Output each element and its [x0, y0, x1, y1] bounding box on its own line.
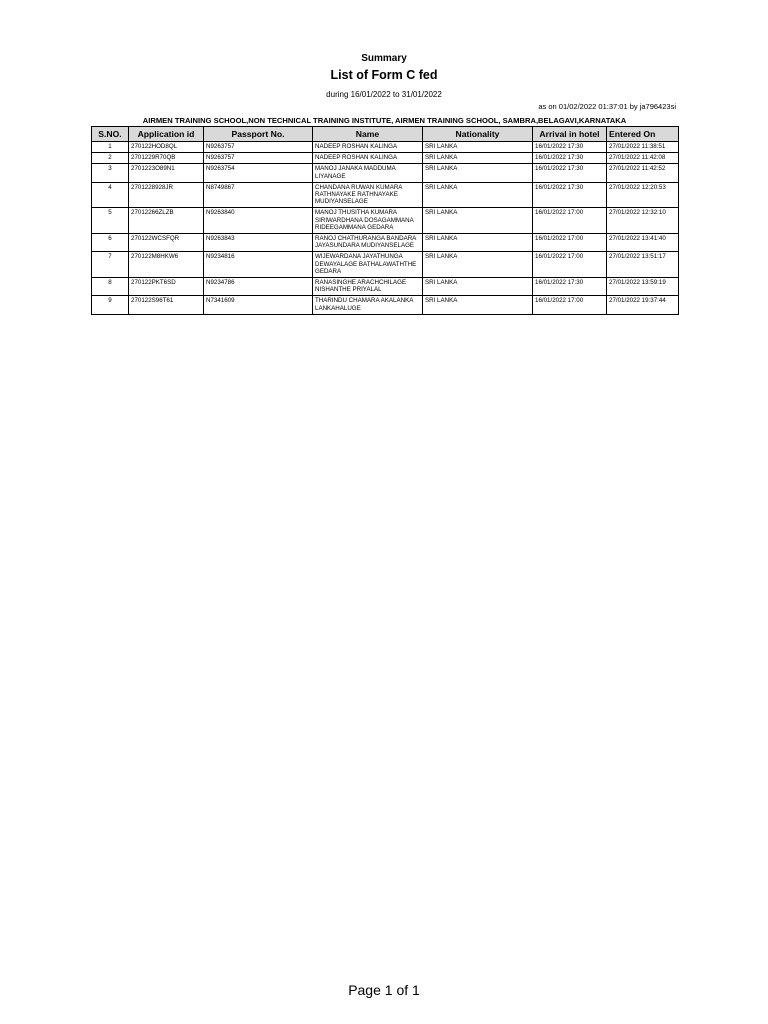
cell-entered-on: 27/01/2022 13:59:19: [607, 278, 679, 296]
report-summary-label: Summary: [361, 53, 407, 64]
cell-arrival: 16/01/2022 17:00: [533, 234, 607, 252]
cell-name: NADEEP ROSHAN KALINGA: [313, 153, 423, 164]
cell-sno: 8: [92, 278, 129, 296]
cell-nationality: SRI LANKA: [423, 164, 533, 182]
cell-passport: N8749867: [204, 182, 313, 208]
table-row: [92, 164, 679, 182]
cell-passport: N7341609: [204, 296, 313, 314]
table-row: [92, 182, 679, 208]
col-header-sno: S.NO.: [92, 127, 129, 142]
cell-passport: N9234816: [204, 252, 313, 278]
cell-entered-on: 27/01/2022 19:37:44: [607, 296, 679, 314]
cell-sno: 9: [92, 296, 129, 314]
cell-name: RANOJ CHATHURANGA BANDARA JAYASUNDARA MUDIYANSELAGE: [313, 234, 423, 252]
cell-sno: 5: [92, 208, 129, 234]
col-header-name: Name: [313, 127, 423, 142]
as-on-timestamp: as on 01/02/2022 01:37:01 by ja796423si: [538, 102, 676, 111]
cell-passport: N9263840: [204, 208, 313, 234]
institution-name: AIRMEN TRAINING SCHOOL,NON TECHNICAL TRAINING INSTITUTE, AIRMEN TRAINING SCHOOL, SAMBRA,BELAGAVI,KARNATAKA: [142, 116, 627, 125]
form-c-table: [91, 126, 679, 315]
cell-arrival: 16/01/2022 17:30: [533, 182, 607, 208]
cell-name: WIJEWARDANA JAYATHUNGA DEWAYALAGE BATHALAWATHTHE GEDARA: [313, 252, 423, 278]
cell-entered-on: 27/01/2022 11:42:52: [607, 164, 679, 182]
cell-arrival: 16/01/2022 17:00: [533, 252, 607, 278]
cell-nationality: SRI LANKA: [423, 252, 533, 278]
cell-application-id: 27012266ZLZB: [129, 208, 204, 234]
table-row: [92, 234, 679, 252]
col-header-nationality: Nationality: [423, 127, 533, 142]
cell-application-id: 2701229R70QB: [129, 153, 204, 164]
cell-name: MANOJ JANAKA MADDUMA LIYANAGE: [313, 164, 423, 182]
cell-nationality: SRI LANKA: [423, 296, 533, 314]
cell-sno: 3: [92, 164, 129, 182]
cell-entered-on: 27/01/2022 13:51:17: [607, 252, 679, 278]
cell-arrival: 16/01/2022 17:00: [533, 296, 607, 314]
cell-nationality: SRI LANKA: [423, 182, 533, 208]
table-row: [92, 142, 679, 153]
cell-passport: N9263754: [204, 164, 313, 182]
table-body: [92, 142, 679, 315]
cell-sno: 7: [92, 252, 129, 278]
cell-application-id: 270122HOD8QL: [129, 142, 204, 153]
cell-arrival: 16/01/2022 17:30: [533, 164, 607, 182]
cell-name: NADEEP ROSHAN KALINGA: [313, 142, 423, 153]
col-header-arrival: Arrival in hotel: [533, 127, 607, 142]
cell-application-id: 2701228928JR: [129, 182, 204, 208]
col-header-application-id: Application id: [129, 127, 204, 142]
cell-nationality: SRI LANKA: [423, 234, 533, 252]
col-header-passport: Passport No.: [204, 127, 313, 142]
cell-entered-on: 27/01/2022 12:20:53: [607, 182, 679, 208]
cell-nationality: SRI LANKA: [423, 208, 533, 234]
cell-passport: N9263757: [204, 142, 313, 153]
cell-application-id: 270122S96T61: [129, 296, 204, 314]
page-number: Page 1 of 1: [348, 982, 420, 998]
table-header-row: [92, 127, 679, 142]
cell-name: MANOJ THUSITHA KUMARA SIRIWARDHANA DOSAGAMMANA RIDEEGAMMANA GEDARA: [313, 208, 423, 234]
cell-application-id: 270122WCSFQR: [129, 234, 204, 252]
table-row: [92, 153, 679, 164]
cell-passport: N9263757: [204, 153, 313, 164]
cell-entered-on: 27/01/2022 12:32:10: [607, 208, 679, 234]
cell-passport: N9234786: [204, 278, 313, 296]
cell-sno: 4: [92, 182, 129, 208]
cell-entered-on: 27/01/2022 13:41:40: [607, 234, 679, 252]
cell-arrival: 16/01/2022 17:30: [533, 153, 607, 164]
cell-application-id: 2701223O89N1: [129, 164, 204, 182]
cell-nationality: SRI LANKA: [423, 278, 533, 296]
table-row: [92, 278, 679, 296]
cell-nationality: SRI LANKA: [423, 142, 533, 153]
cell-application-id: 270122PKT6SD: [129, 278, 204, 296]
cell-application-id: 270122M8HKW6: [129, 252, 204, 278]
cell-name: THARINDU CHAMARA AKALANKA LANKAHALUGE: [313, 296, 423, 314]
cell-arrival: 16/01/2022 17:30: [533, 278, 607, 296]
cell-passport: N9263843: [204, 234, 313, 252]
cell-sno: 2: [92, 153, 129, 164]
cell-sno: 1: [92, 142, 129, 153]
cell-arrival: 16/01/2022 17:00: [533, 208, 607, 234]
cell-entered-on: 27/01/2022 11:38:51: [607, 142, 679, 153]
table-row: [92, 296, 679, 314]
cell-sno: 6: [92, 234, 129, 252]
col-header-entered-on: Entered On: [607, 127, 679, 142]
report-title: List of Form C fed: [330, 68, 438, 82]
table-row: [92, 252, 679, 278]
cell-name: CHANDANA RUWAN KUMARA RATHNAYAKE RATHNAYAKE MUDIYANSELAGE: [313, 182, 423, 208]
cell-name: RANASINGHE ARACHCHILAGE NISHANTHE PRIYALAL: [313, 278, 423, 296]
cell-entered-on: 27/01/2022 11:42:08: [607, 153, 679, 164]
report-period: during 16/01/2022 to 31/01/2022: [326, 90, 442, 99]
table-row: [92, 208, 679, 234]
cell-nationality: SRI LANKA: [423, 153, 533, 164]
cell-arrival: 16/01/2022 17:30: [533, 142, 607, 153]
